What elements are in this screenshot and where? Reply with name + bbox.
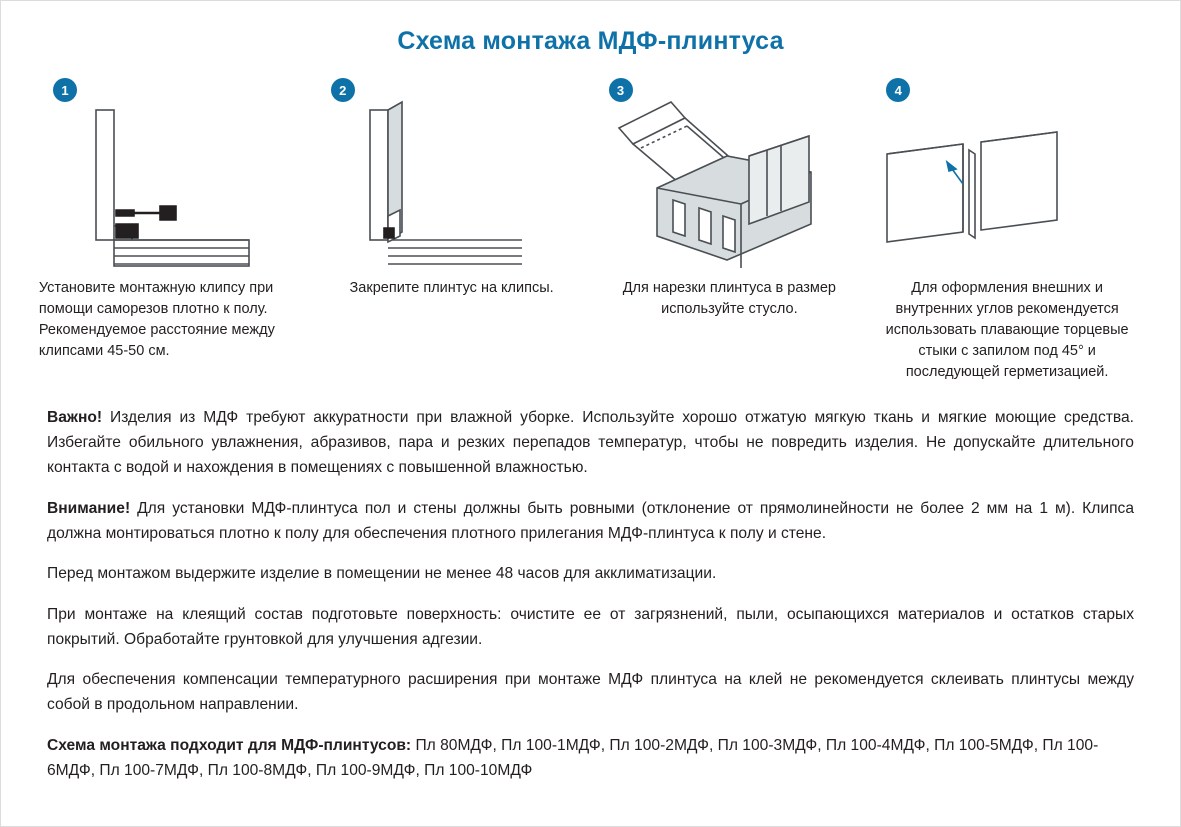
- step-4-caption: Для оформления внешних и внутренних углов рекомендуется использовать плавающие торцевые стыки с запилом под 45° и последующей герметизацией.: [885, 280, 1129, 380]
- note-important: [47, 405, 1134, 480]
- step-2: [313, 78, 591, 383]
- step-4: [868, 78, 1146, 383]
- step-3: [591, 78, 869, 383]
- step-2-caption: Закрепите плинтус на клипсы.: [349, 280, 554, 296]
- note-adhesive-prep: При монтаже на клеящий состав подготовьте поверхность: очистите ее от загрязнений, пыли, осыпающихся материалов и остатков старых покрытий. Обработайте грунтовкой для улучшения адгезии.: [47, 605, 1134, 648]
- step-3-caption: Для нарезки плинтуса в размер используйте стусло.: [622, 280, 836, 317]
- compatible-models-lead: Схема монтажа подходит для МДФ-плинтусов:: [47, 736, 412, 754]
- baseboard-on-clips-icon: [322, 96, 582, 268]
- compatible-models: [47, 733, 1134, 783]
- step-1-caption: Установите монтажную клипсу при помощи саморезов плотно к полу. Рекомендуемое расстояние между клипсами 45-50 см.: [38, 280, 275, 359]
- corner-45-degree-joint-icon: [877, 96, 1137, 268]
- note-important-text: Изделия из МДФ требуют аккуратности при влажной уборке. Используйте хорошо отжатую мягкую ткань и мягкие моющие средства. Избегайте обильного увлажнения, абразивов, пара и резких перепадов температур, чтобы не повредить изделия. Не допускайте длительного контакта с водой и нахождения в помещениях с повышенной влажностью.: [47, 409, 1134, 476]
- compatible-models-list: Пл 80МДФ, Пл 100-1МДФ, Пл 100-2МДФ, Пл 100-3МДФ, Пл 100-4МДФ, Пл 100-5МДФ, Пл 100-6МДФ, Пл 100-7МДФ, Пл 100-8МДФ, Пл 100-9МДФ, Пл 100-10МДФ: [47, 736, 1099, 779]
- page-title: Схема монтажа МДФ-плинтуса: [397, 27, 784, 55]
- step-2-badge: 2: [331, 78, 355, 102]
- step-4-badge: 4: [886, 78, 910, 102]
- note-acclimatization: Перед монтажом выдержите изделие в помещении не менее 48 часов для акклиматизации.: [47, 565, 717, 583]
- note-important-lead: Важно!: [47, 409, 103, 426]
- step-3-badge: 3: [609, 78, 633, 102]
- miter-box-saw-icon: [599, 96, 859, 268]
- note-thermal-expansion: Для обеспечения компенсации температурного расширения при монтаже МДФ плинтуса на клей не рекомендуется склеивать плинтусы между собой в продольном направлении.: [47, 671, 1134, 714]
- note-attention-lead: Внимание!: [47, 499, 131, 517]
- step-1-badge: 1: [53, 78, 77, 102]
- note-attention-text: Для установки МДФ-плинтуса пол и стены должны быть ровными (отклонение от прямолинейности не более 2 мм на 1 м). Клипса должна монтироваться плотно к полу для обеспечения плотного прилегания МДФ-плинтуса к полу и стене.: [47, 499, 1134, 542]
- note-attention: [47, 496, 1134, 546]
- step-1: [35, 78, 313, 383]
- steps-row: [1, 78, 1180, 383]
- notes-section: [1, 405, 1180, 783]
- wall-floor-clip-screw-icon: [44, 96, 304, 268]
